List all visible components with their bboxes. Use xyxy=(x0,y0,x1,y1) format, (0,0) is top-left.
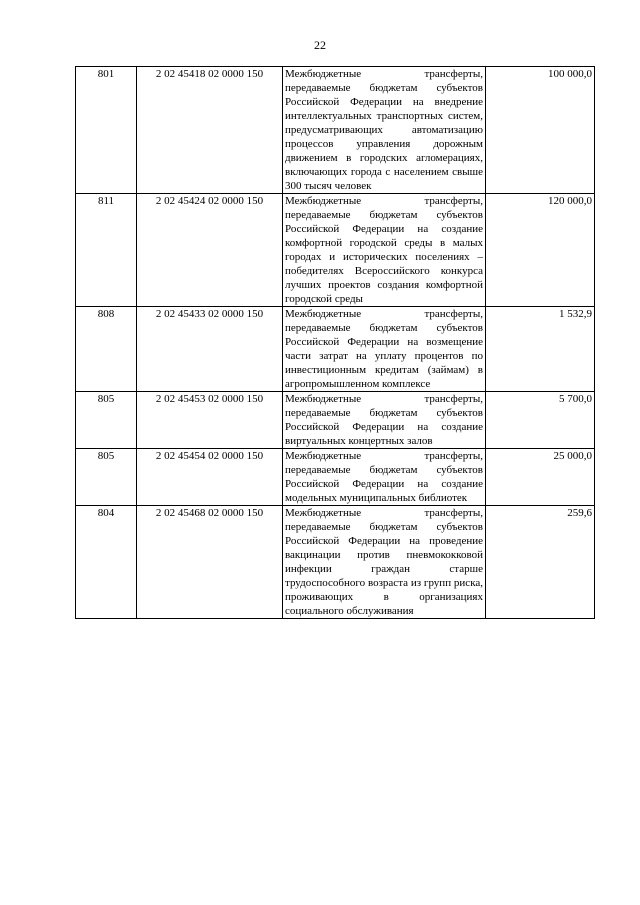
budget-classification-code-cell: 2 02 45418 02 0000 150 xyxy=(137,67,283,194)
administrator-code-cell: 811 xyxy=(76,194,137,307)
revenue-description-cell: Межбюджетные трансферты, передаваемые бюджетам субъектов Российской Федерации на создание виртуальных концертных залов xyxy=(283,392,486,449)
budget-classification-code-cell: 2 02 45454 02 0000 150 xyxy=(137,449,283,506)
budget-classification-code-cell: 2 02 45424 02 0000 150 xyxy=(137,194,283,307)
amount-cell: 259,6 xyxy=(486,506,595,619)
table-row xyxy=(76,194,595,307)
table-row xyxy=(76,67,595,194)
budget-transfers-table xyxy=(75,66,595,619)
administrator-code-cell: 804 xyxy=(76,506,137,619)
table-row xyxy=(76,449,595,506)
amount-cell: 5 700,0 xyxy=(486,392,595,449)
amount-cell: 1 532,9 xyxy=(486,307,595,392)
budget-classification-code-cell: 2 02 45453 02 0000 150 xyxy=(137,392,283,449)
amount-cell: 25 000,0 xyxy=(486,449,595,506)
revenue-description-cell: Межбюджетные трансферты, передаваемые бюджетам субъектов Российской Федерации на создание комфортной городской среды в малых городах и исторических поселениях – победителях Всероссийского конкурса лучших проектов создания комфортной городской среды xyxy=(283,194,486,307)
table-row xyxy=(76,392,595,449)
amount-cell: 120 000,0 xyxy=(486,194,595,307)
revenue-description-cell: Межбюджетные трансферты, передаваемые бюджетам субъектов Российской Федерации на проведение вакцинации против пневмококковой инфекции граждан старше трудоспособного возраста из групп риска, проживающих в организациях социального обслуживания xyxy=(283,506,486,619)
administrator-code-cell: 801 xyxy=(76,67,137,194)
revenue-description-cell: Межбюджетные трансферты, передаваемые бюджетам субъектов Российской Федерации на создание модельных муниципальных библиотек xyxy=(283,449,486,506)
table-row xyxy=(76,307,595,392)
administrator-code-cell: 805 xyxy=(76,392,137,449)
administrator-code-cell: 808 xyxy=(76,307,137,392)
revenue-description-cell: Межбюджетные трансферты, передаваемые бюджетам субъектов Российской Федерации на внедрение интеллектуальных транспортных систем, предусматривающих автоматизацию процессов управления дорожным движением в городских агломерациях, включающих города с населением свыше 300 тысяч человек xyxy=(283,67,486,194)
revenue-description-cell: Межбюджетные трансферты, передаваемые бюджетам субъектов Российской Федерации на возмещение части затрат на уплату процентов по инвестиционным кредитам (займам) в агропромышленном комплексе xyxy=(283,307,486,392)
administrator-code-cell: 805 xyxy=(76,449,137,506)
amount-cell: 100 000,0 xyxy=(486,67,595,194)
table-row xyxy=(76,506,595,619)
budget-classification-code-cell: 2 02 45433 02 0000 150 xyxy=(137,307,283,392)
page-number: 22 xyxy=(314,38,326,52)
budget-classification-code-cell: 2 02 45468 02 0000 150 xyxy=(137,506,283,619)
